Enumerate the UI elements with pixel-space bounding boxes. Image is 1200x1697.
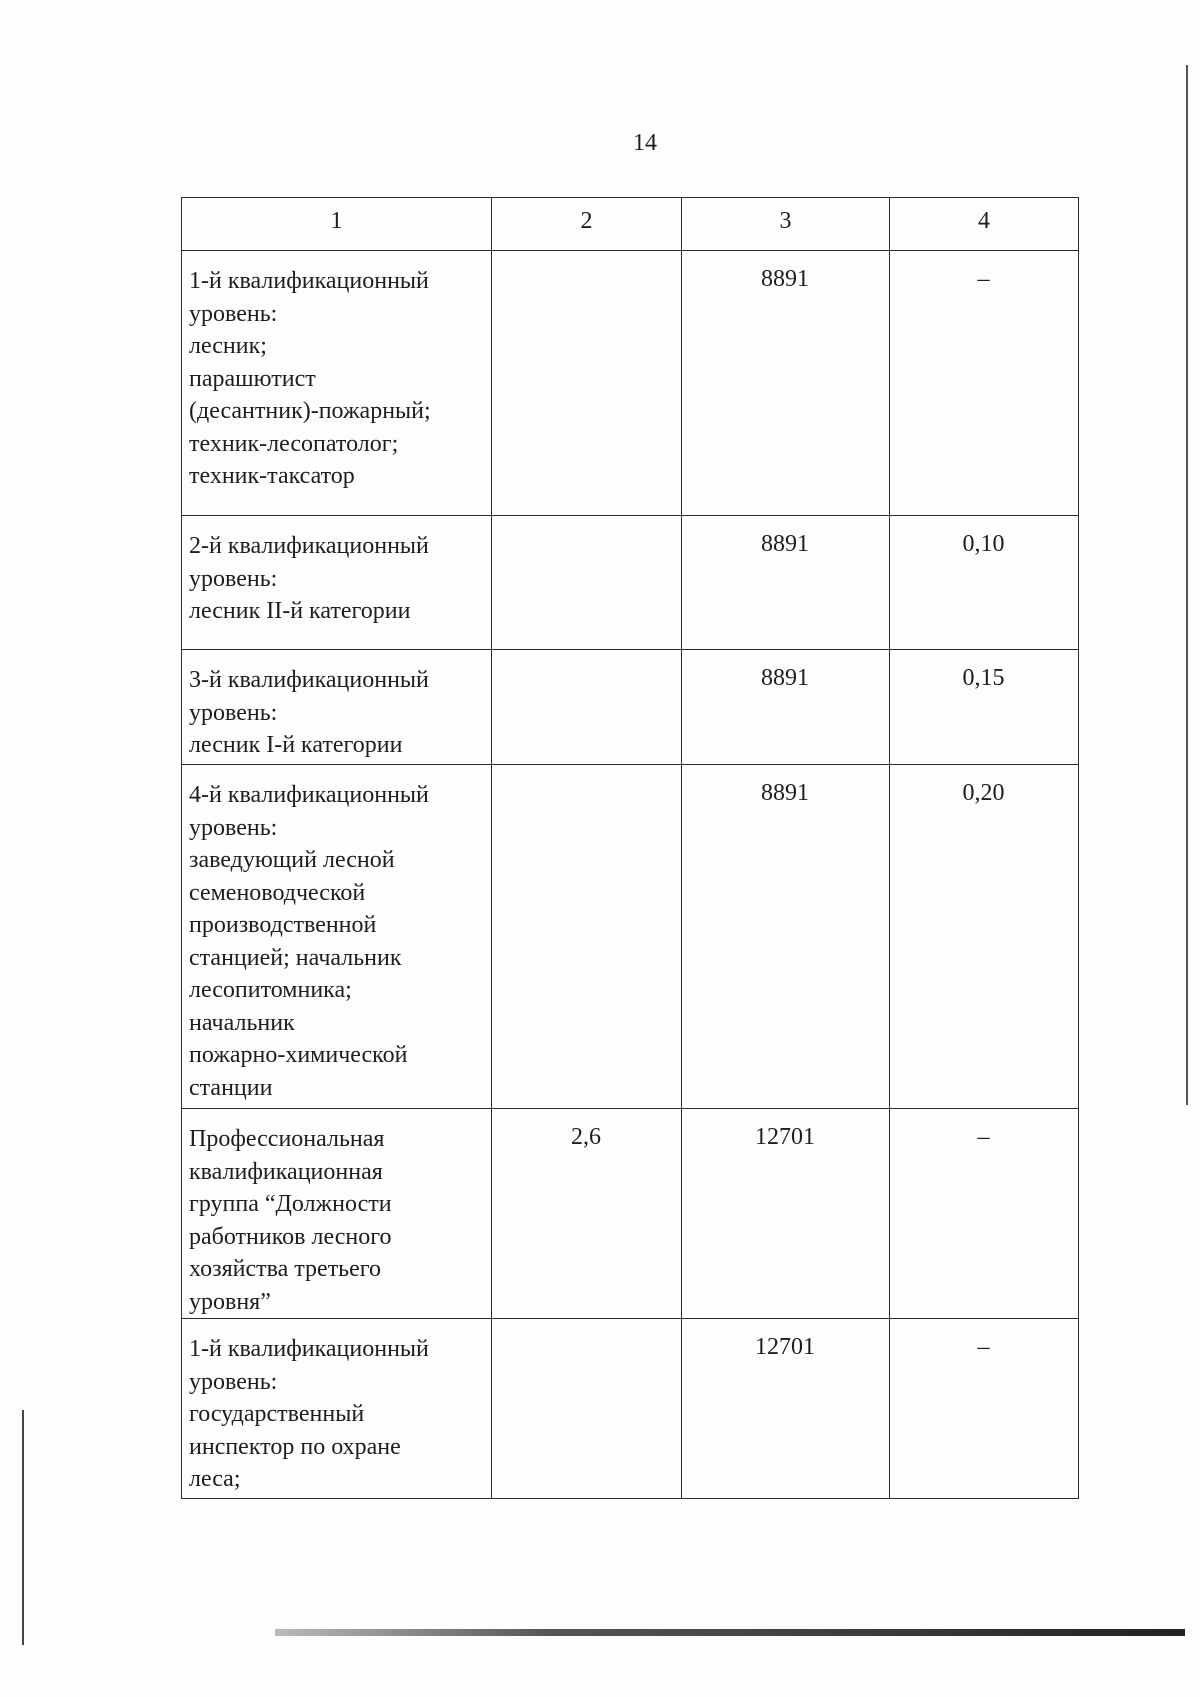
position-line: 4-й квалификационный [189, 782, 429, 808]
scan-edge-right [1186, 65, 1188, 1105]
position-line: инспектор по охране [189, 1433, 401, 1460]
position-line: заведующий лесной [189, 847, 395, 873]
scan-edge-left [22, 1410, 24, 1645]
position-line: государственный [189, 1401, 365, 1427]
table-header-row [182, 198, 1079, 251]
bonus-coefficient-cell: 0,15 [890, 650, 1079, 765]
table-row [182, 251, 1079, 516]
bonus-coefficient-cell: – [890, 251, 1079, 516]
bonus-coefficient-cell: – [890, 1109, 1079, 1319]
position-line: квалификационная [189, 1158, 383, 1185]
position-line: леса; [189, 1466, 241, 1492]
position-line: техник-лесопатолог; [189, 430, 399, 457]
table-row [182, 516, 1079, 650]
position-line: хозяйства третьего [189, 1256, 382, 1282]
salary-cell: 8891 [682, 251, 890, 516]
position-line: уровня” [189, 1288, 271, 1315]
position-line: работников лесного [189, 1223, 392, 1250]
position-cell [182, 765, 492, 1109]
coefficient-cell [492, 650, 682, 765]
position-line: семеноводческой [189, 879, 366, 906]
position-line: уровень: [189, 300, 278, 327]
coefficient-cell [492, 765, 682, 1109]
header-cell: 4 [890, 198, 1079, 251]
position-line: техник-таксатор [189, 463, 355, 489]
bonus-coefficient-cell: 0,10 [890, 516, 1079, 650]
position-line: уровень: [189, 565, 278, 592]
coefficient-cell [492, 516, 682, 650]
position-line: начальник [189, 1009, 295, 1036]
position-line: 1-й квалификационный [189, 1336, 429, 1362]
position-line: 3-й квалификационный [189, 667, 429, 693]
header-cell: 2 [492, 198, 682, 251]
position-line: лесник I-й категории [189, 732, 403, 758]
position-cell [182, 1319, 492, 1499]
position-line: станции [189, 1074, 273, 1101]
coefficient-cell [492, 251, 682, 516]
position-line: пожарно-химической [189, 1042, 408, 1068]
position-line: лесник II-й категории [189, 598, 411, 624]
position-line: Профессиональная [189, 1126, 385, 1152]
salary-cell: 12701 [682, 1109, 890, 1319]
salary-cell: 12701 [682, 1319, 890, 1499]
position-line: лесопитомника; [189, 977, 352, 1003]
table-row [182, 1109, 1079, 1319]
bonus-coefficient-cell: 0,20 [890, 765, 1079, 1109]
position-line: 2-й квалификационный [189, 533, 429, 559]
table-row [182, 765, 1079, 1109]
coefficient-cell: 2,6 [492, 1109, 682, 1319]
scan-edge-bottom [275, 1629, 1185, 1636]
position-line: 1-й квалификационный [189, 268, 429, 294]
salary-cell: 8891 [682, 516, 890, 650]
table-row [182, 1319, 1079, 1499]
bonus-coefficient-cell: – [890, 1319, 1079, 1499]
position-line: уровень: [189, 814, 278, 841]
position-line: лесник; [189, 333, 267, 359]
position-cell [182, 1109, 492, 1319]
position-line: парашютист [189, 365, 316, 392]
salary-cell: 8891 [682, 650, 890, 765]
table-row [182, 650, 1079, 765]
salary-cell: 8891 [682, 765, 890, 1109]
position-line: производственной [189, 912, 377, 938]
position-line: станцией; начальник [189, 944, 402, 971]
salary-table [181, 197, 1079, 1499]
position-line: группа “Должности [189, 1191, 392, 1217]
position-line: уровень: [189, 1368, 278, 1395]
header-cell: 1 [182, 198, 492, 251]
position-cell [182, 251, 492, 516]
position-cell [182, 516, 492, 650]
position-line: уровень: [189, 699, 278, 726]
coefficient-cell [492, 1319, 682, 1499]
position-cell [182, 650, 492, 765]
position-line: (десантник)-пожарный; [189, 398, 431, 424]
page-number: 14 [633, 130, 657, 156]
header-cell: 3 [682, 198, 890, 251]
